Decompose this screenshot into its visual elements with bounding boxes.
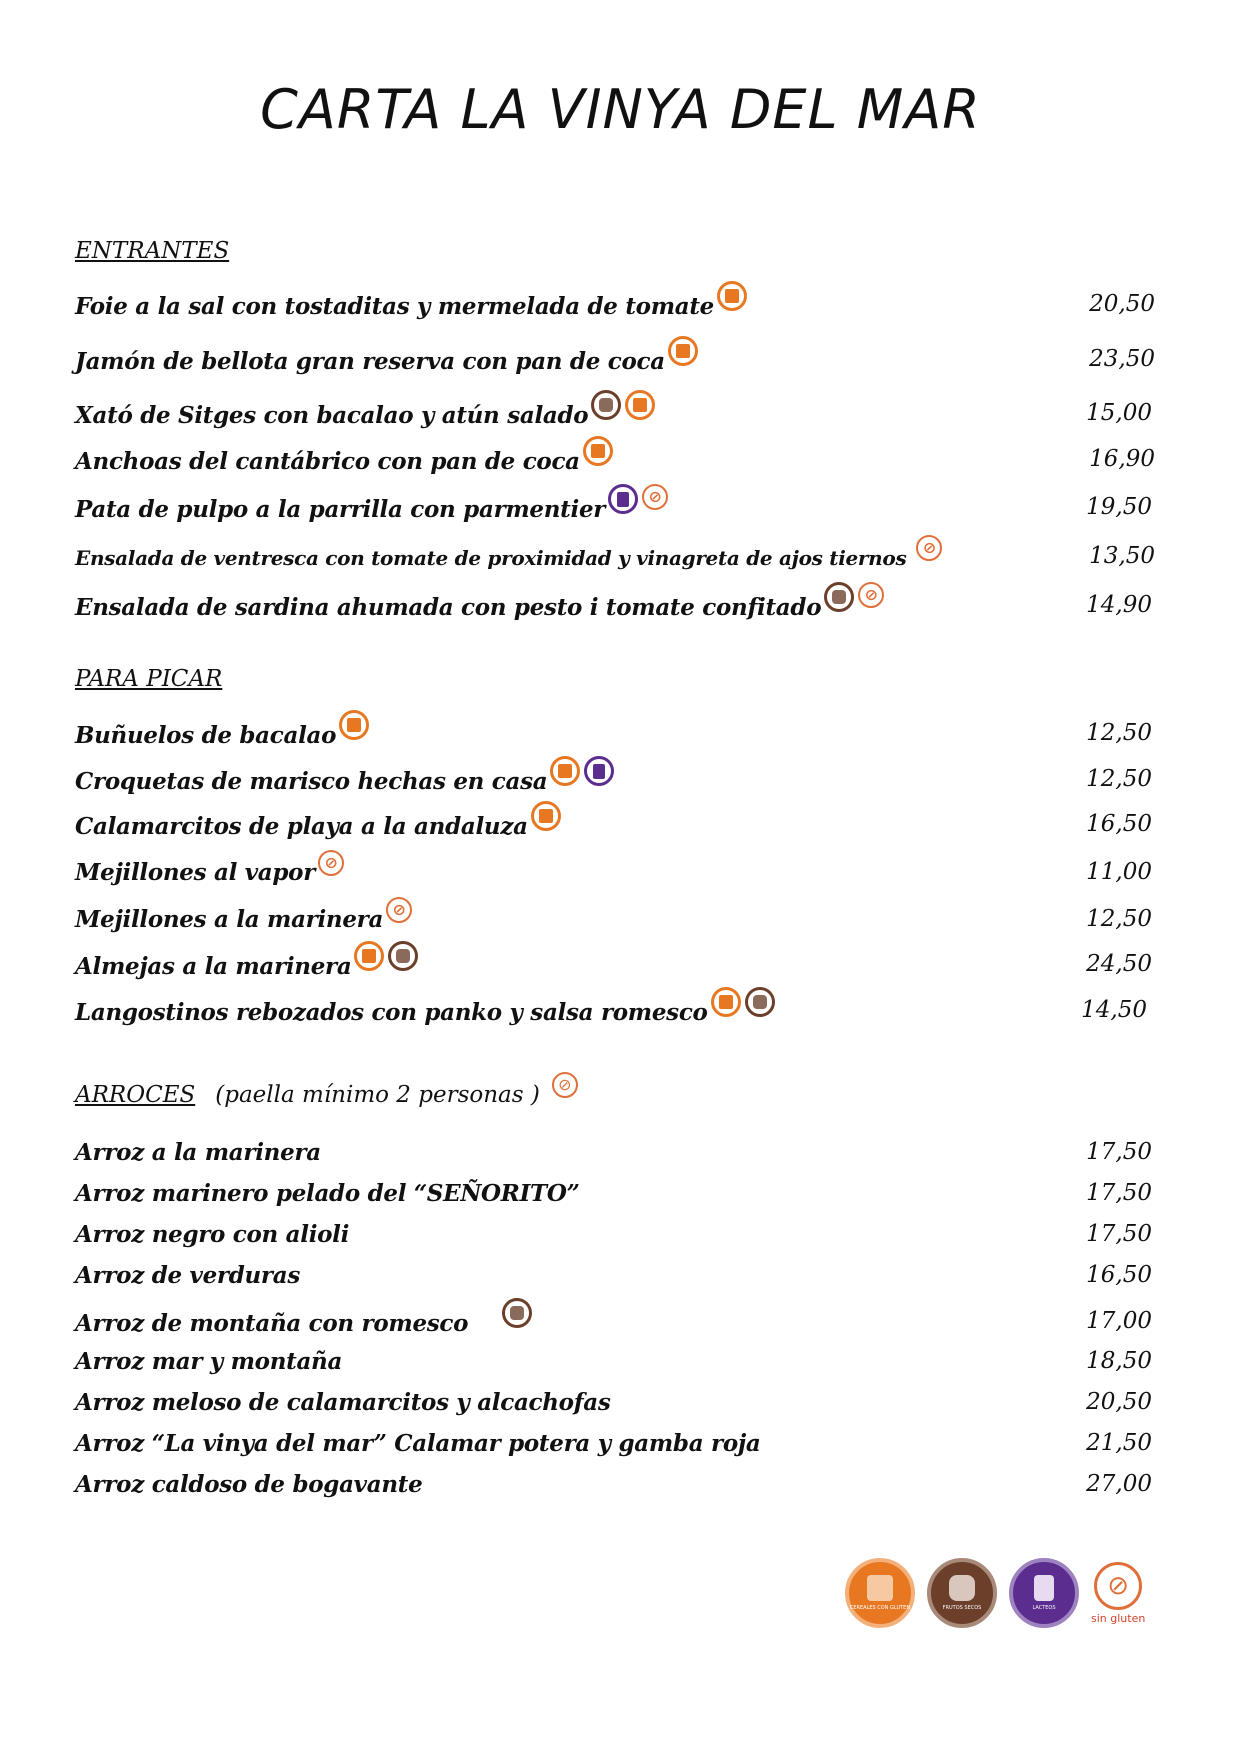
cereal-icon (531, 801, 561, 831)
menu-item (75, 852, 344, 886)
item-price: 19,50 (1086, 494, 1152, 520)
gluten-free-icon: ⊘ (318, 850, 344, 876)
item-price: 16,50 (1086, 1262, 1152, 1288)
menu-item (75, 997, 775, 1027)
item-name: Anchoas del cantábrico con pan de coca (75, 447, 580, 475)
item-name: Ensalada de ventresca con tomate de proximidad y vinagreta de ajos tiernos (75, 546, 907, 570)
menu-item (75, 291, 747, 321)
cereal-icon (583, 436, 613, 466)
item-name: Buñuelos de bacalao (75, 721, 337, 749)
item-price: 11,00 (1086, 859, 1152, 885)
item-name: Arroz mar y montaña (75, 1348, 343, 1375)
cereal-icon (625, 390, 655, 420)
item-price: 13,50 (1089, 543, 1155, 569)
nuts-icon (502, 1298, 532, 1328)
legend-nuts (927, 1558, 997, 1628)
cereal-icon (717, 281, 747, 311)
item-name: Arroz caldoso de bogavante (75, 1471, 423, 1498)
section-heading-entrantes (75, 238, 229, 264)
heading-text: PARA PICAR (75, 666, 223, 692)
item-price: 20,50 (1089, 291, 1155, 317)
nuts-icon (745, 987, 775, 1017)
menu-item (75, 1308, 532, 1338)
item-price: 27,00 (1086, 1471, 1152, 1497)
item-price: 16,90 (1089, 446, 1155, 472)
menu-item (75, 585, 884, 622)
nut-icon (949, 1575, 975, 1601)
menu-item (75, 446, 613, 476)
section-heading-picar (75, 666, 222, 692)
item-price: 17,00 (1086, 1308, 1152, 1334)
section-heading-arroces (75, 1075, 578, 1108)
menu-item (75, 538, 942, 571)
nuts-icon (591, 390, 621, 420)
item-price: 24,50 (1086, 951, 1152, 977)
legend-nuts-label: FRUTOS SECOS (942, 1605, 982, 1611)
item-price: 17,50 (1086, 1180, 1152, 1206)
gluten-free-icon: ⊘ (1094, 1562, 1142, 1610)
item-name: Langostinos rebozados con panko y salsa romesco (75, 998, 708, 1026)
menu-item (75, 766, 614, 796)
item-price: 14,50 (1081, 997, 1147, 1023)
item-price: 12,50 (1086, 766, 1152, 792)
menu-item (75, 720, 369, 750)
item-name: Croquetas de marisco hechas en casa (75, 767, 548, 795)
menu-item (75, 1180, 580, 1207)
menu-item (75, 899, 412, 933)
menu-item (75, 811, 561, 841)
item-name: Mejillones a la marinera (75, 906, 384, 933)
item-price: 17,50 (1086, 1139, 1152, 1165)
item-name: Ensalada de sardina ahumada con pesto i tomate confitado (75, 593, 822, 621)
heading-text: ARROCES (75, 1082, 196, 1108)
item-name: Arroz marinero pelado del “SEÑORITO” (75, 1180, 580, 1207)
gluten-free-icon: ⊘ (552, 1072, 578, 1098)
item-name: Arroz “La vinya del mar” Calamar potera y gamba roja (75, 1430, 761, 1457)
item-price: 12,50 (1086, 720, 1152, 746)
item-name: Jamón de bellota gran reserva con pan de coca (75, 347, 665, 375)
menu-item (75, 1262, 300, 1289)
legend-dairy-label: LACTEOS (1032, 1605, 1056, 1611)
legend-cereal-label: CEREALES CON GLUTEN (849, 1605, 911, 1611)
allergen-legend (845, 1558, 1145, 1628)
item-name: Mejillones al vapor (75, 859, 316, 886)
item-price: 12,50 (1086, 906, 1152, 932)
legend-dairy (1009, 1558, 1079, 1628)
legend-gluten-free-label: sin gluten (1091, 1611, 1146, 1625)
item-name: Arroz negro con alioli (75, 1221, 350, 1248)
item-name: Xató de Sitges con bacalao y atún salado (75, 401, 589, 429)
menu-item (75, 346, 698, 376)
item-price: 14,90 (1086, 592, 1152, 618)
item-name: Arroz meloso de calamarcitos y alcachofas (75, 1389, 611, 1416)
menu-item (75, 1139, 321, 1166)
item-price: 20,50 (1086, 1389, 1152, 1415)
legend-cereal (845, 1558, 915, 1628)
nuts-icon (388, 941, 418, 971)
cereal-icon (550, 756, 580, 786)
item-price: 15,00 (1086, 400, 1152, 426)
nuts-icon (824, 582, 854, 612)
legend-gluten-free (1091, 1562, 1145, 1625)
item-price: 21,50 (1086, 1430, 1152, 1456)
cereal-icon (668, 336, 698, 366)
item-name: Pata de pulpo a la parrilla con parmentier (75, 495, 606, 523)
menu-item (75, 487, 668, 524)
menu-item (75, 400, 655, 430)
item-name: Almejas a la marinera (75, 952, 352, 980)
heading-text: ENTRANTES (75, 238, 230, 264)
item-name: Foie a la sal con tostaditas y mermelada de tomate (75, 292, 715, 320)
page-title: CARTA LA VINYA DEL MAR (260, 78, 981, 141)
cereal-icon (339, 710, 369, 740)
cereal-icon (354, 941, 384, 971)
menu-item (75, 1430, 761, 1457)
menu-item (75, 1348, 342, 1375)
menu-item (75, 1471, 422, 1498)
item-price: 23,50 (1089, 346, 1155, 372)
item-name: Arroz de montaña con romesco (75, 1309, 469, 1337)
item-price: 16,50 (1086, 811, 1152, 837)
dairy-icon (608, 484, 638, 514)
item-name: Arroz a la marinera (75, 1139, 321, 1166)
menu-item (75, 1389, 611, 1416)
gluten-free-icon: ⊘ (386, 897, 412, 923)
cereal-icon (711, 987, 741, 1017)
item-name: Calamarcitos de playa a la andaluza (75, 812, 528, 840)
item-name: Arroz de verduras (75, 1262, 301, 1289)
gluten-free-icon: ⊘ (916, 535, 942, 561)
menu-item (75, 1221, 349, 1248)
dairy-icon (584, 756, 614, 786)
menu-item (75, 951, 418, 981)
gluten-free-icon: ⊘ (642, 484, 668, 510)
wheat-icon (867, 1575, 893, 1601)
milk-icon (1034, 1575, 1054, 1601)
heading-note: (paella mínimo 2 personas ) (215, 1082, 540, 1108)
item-price: 18,50 (1086, 1348, 1152, 1374)
gluten-free-icon: ⊘ (858, 582, 884, 608)
item-price: 17,50 (1086, 1221, 1152, 1247)
